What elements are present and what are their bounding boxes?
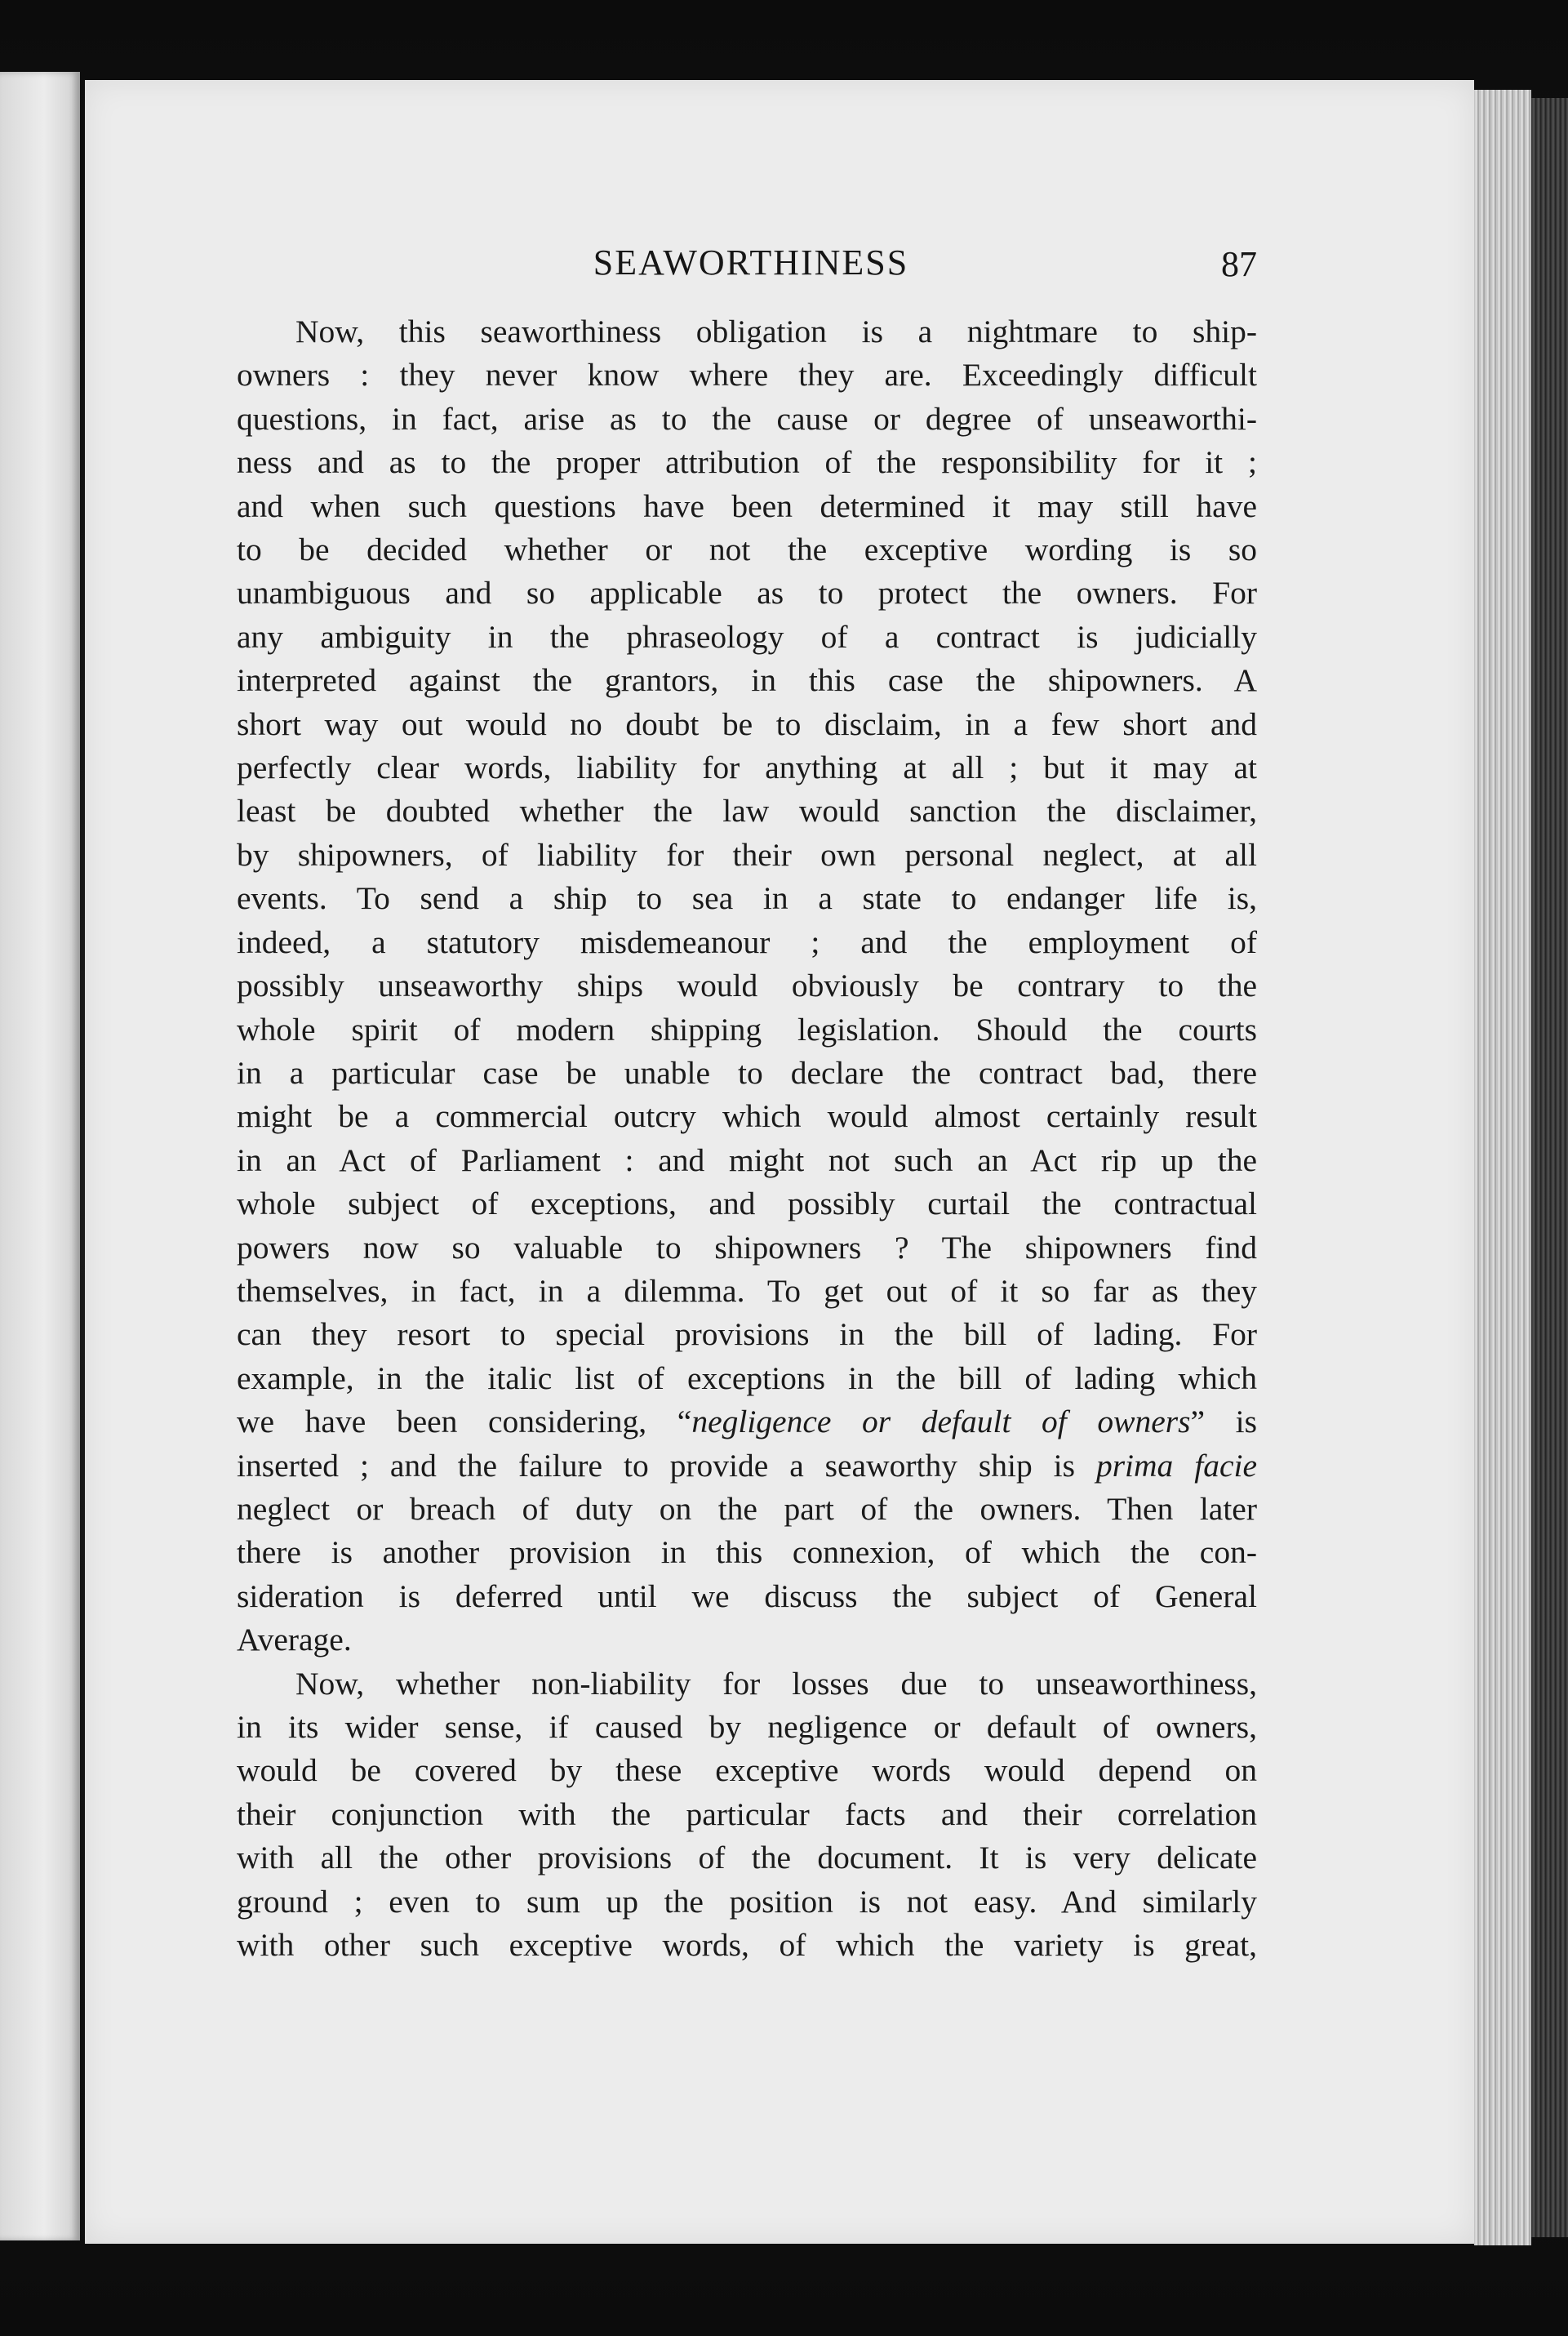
text-line: indeed, a statutory misdemeanour ; and the employment of: [237, 923, 1257, 960]
text-line: possibly unseaworthy ships would obviously be contrary to the: [237, 968, 1257, 1004]
text-run: ” is: [1190, 1404, 1257, 1440]
page-number: 87: [1221, 244, 1257, 284]
text-line: with other such exceptive words, of which the variety is great,: [237, 1927, 1257, 1964]
text-line: Average.: [237, 1622, 352, 1658]
text-line: Now, whether non-liability for losses due to unseaworthiness,: [295, 1665, 1257, 1702]
text-line: themselves, in fact, in a dilemma. To get out of it so far as they: [237, 1272, 1257, 1309]
text-line: by shipowners, of liability for their own personal neglect, at all: [237, 836, 1257, 873]
text-line: least be doubted whether the law would sanction the disclaimer,: [237, 793, 1257, 830]
text-run: we have been considering, “: [237, 1404, 692, 1440]
text-line: neglect or breach of duty on the part of the owners. Then later: [237, 1490, 1257, 1527]
text-line: perfectly clear words, liability for anything at all ; but it may at: [237, 750, 1257, 786]
text-line: in a particular case be unable to declare the contract bad, there: [237, 1054, 1257, 1091]
text-line: short way out would no doubt be to disclaim, in a few short and: [237, 705, 1257, 742]
text-line: whole spirit of modern shipping legislation. Should the courts: [237, 1011, 1257, 1048]
previous-page-edge: [0, 72, 80, 2240]
text-run: inserted ; and the failure to provide a seaworthy ship is: [237, 1447, 1096, 1484]
text-line: interpreted against the grantors, in this case the shipowners. A: [237, 662, 1257, 699]
text-line: in its wider sense, if caused by negligence or default of owners,: [237, 1709, 1257, 1745]
text-line: there is another provision in this connexion, of which the con-: [237, 1534, 1257, 1571]
italic-phrase: negligence or default of owners: [691, 1404, 1191, 1440]
paragraph-1: [237, 310, 1257, 1662]
text-line: ground ; even to sum up the position is not easy. And similarly: [237, 1883, 1257, 1920]
text-line: events. To send a ship to sea in a state to endanger life is,: [237, 880, 1257, 917]
running-head: [245, 242, 1257, 291]
text-line: their conjunction with the particular facts and their correlation: [237, 1795, 1257, 1832]
text-line: and when such questions have been determined it may still have: [237, 487, 1257, 524]
text-line: can they resort to special provisions in the bill of lading. For: [237, 1316, 1257, 1353]
text-line: questions, in fact, arise as to the cause or degree of unseaworthi-: [237, 400, 1257, 437]
text-line: Now, this seaworthiness obligation is a nightmare to ship-: [295, 314, 1257, 349]
text-line: unambiguous and so applicable as to protect the owners. For: [237, 575, 1257, 612]
text-line: might be a commercial outcry which would almost certainly result: [237, 1098, 1257, 1135]
body-text: [237, 310, 1257, 1967]
text-line-with-italic: [237, 1444, 1257, 1488]
text-line: whole subject of exceptions, and possibly curtail the contractual: [237, 1186, 1257, 1222]
book-cover-edge: [1531, 98, 1568, 2237]
text-line: in an Act of Parliament : and might not such an Act rip up the: [237, 1141, 1257, 1178]
text-line: sideration is deferred until we discuss the subject of General: [237, 1577, 1257, 1614]
text-line-with-italic: [237, 1400, 1257, 1444]
text-line: to be decided whether or not the exceptive wording is so: [237, 532, 1257, 568]
paragraph-2: [237, 1662, 1257, 1968]
text-line: ness and as to the proper attribution of the responsibility for it ;: [237, 444, 1257, 481]
text-line: example, in the italic list of exceptions in the bill of lading which: [237, 1359, 1257, 1396]
text-line: owners : they never know where they are. Exceedingly difficult: [237, 357, 1257, 394]
running-title: SEAWORTHINESS: [593, 242, 909, 283]
text-line: would be covered by these exceptive words would depend on: [237, 1752, 1257, 1789]
text-line: powers now so valuable to shipowners ? The shipowners find: [237, 1229, 1257, 1266]
italic-phrase: prima facie: [1095, 1447, 1257, 1484]
page-stack-edge: [1474, 90, 1531, 2245]
text-line: any ambiguity in the phraseology of a contract is judicially: [237, 618, 1257, 655]
text-line: with all the other provisions of the document. It is very delicate: [237, 1840, 1257, 1876]
